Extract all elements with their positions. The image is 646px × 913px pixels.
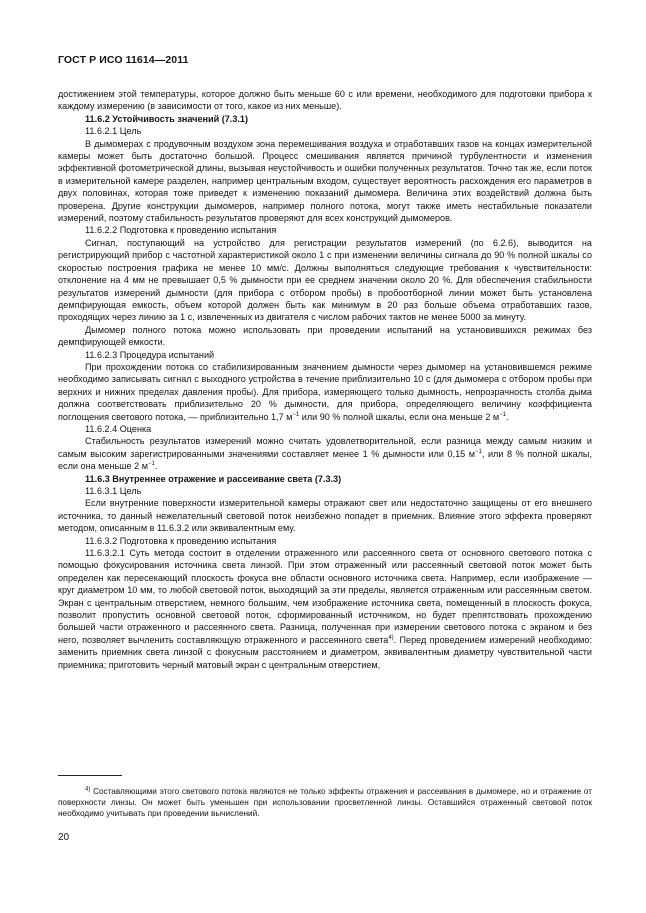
paragraph-continuation: достижением этой температуры, которое должно быть меньше 60 с или времени, необходимого для подготовки прибора к каждому измерению (в зависимости от того, какое из них меньше). (58, 89, 592, 112)
paragraph-11-6-3-2-1 (58, 547, 592, 671)
paragraph-11-6-2-4-text-mid: , или 8 % полной шкалы, если она меньше 2 м (58, 448, 592, 472)
superscript: −1 (292, 411, 300, 418)
subsection-title-11-6-3-2: 11.6.3.2 Подготовка к проведению испытания (85, 535, 277, 546)
paragraph-11-6-2-2-a: Сигнал, поступающий на устройство для регистрации результатов измерений (по 6.2.6), выводится на регистрирующий прибор с частотной характеристикой около 1 с при изменении величины сигнала до 90 % полной шкалы со скоростью построения графика не менее 10 мм/с. Должны выполняться следующие требования к чувствительности: отклонение на 4 мм не превышает 0,5 % дымности при ее среднем значении около 20 %. Для обеспечения стабильности результатов измерений дымности (для прибора с отбором пробы) в пробоотборной линии может быть установлена демпфирующая емкость, объем которой должен быть как минимум в 20 раз больше объема отработавших газов, проходящих через линию за 1 с, извлеченных из двигателя с числом рабочих тактов не менее 5000 за минуту. (58, 237, 592, 323)
paragraph-11-6-2-4 (58, 435, 592, 472)
paragraph-11-6-3-1: Если внутренние поверхности измерительной камеры отражают свет или недостаточно защищены от его внешнего источника, то данный нежелательный световой поток неизбежно попадет в приемник. Влияние этого эффекта проверяют методом, описанным в 11.6.3.2 или эквивалентным ему. (58, 498, 592, 534)
footnote-reference: 4) (388, 634, 394, 641)
paragraph-11-6-2-2-b: Дымомер полного потока можно использовать при проведении испытаний на установившихся режимах без демпфирующей емкости. (58, 324, 592, 348)
paragraph-11-6-2-3-text: При прохождении потока со стабилизированным значением дымности через дымомер на установившемся режиме необходимо записывать сигнал с выходного устройства в течение приблизительно 10 с (для дымомера с отбором пробы при верхних и нижних пределах давления пробы). Для прибора, измеряющего только дымность, непрозрачность столба дыма должна соответствовать приблизительно 20 % дымности, для прибора, определяющего величину коэффициента поглощения светового потока, — приблизительно 1,7 м (58, 361, 592, 422)
superscript: −1 (499, 411, 507, 418)
footnote-marker: 4) (85, 786, 91, 793)
paragraph-11-6-2-1: В дымомерах с продувочным воздухом зона перемешивания воздуха и отработавших газов на концах измерительной камеры может быть достаточно большой. Процесс смешивания является причиной турбулентности и изменения эффективной фотометрической длины, вызывая неустойчивость и ошибки полученных результатов. Точно так же, если поток в измерительной камере разделен, например центральным входом, существует вероятность расхождения его параметров в двух половинах, которая тоже приведет к изменению показаний дымомера. Величина этих воздействий должна быть проверена. Другие конструкции дымомеров, например полного потока, могут также иметь нестабильные показатели измерений, поэтому стабильность результатов проверяют для всех конструкций дымомеров. (58, 138, 592, 224)
document-body (58, 88, 592, 671)
subsection-title-11-6-2-3: 11.6.2.3 Процедура испытаний (85, 349, 215, 360)
footnote-body: Составляющими этого светового потока являются не только эффекты отражения и рассеивания в дымомере, но и отражение от поверхности линзы. Он может быть уменьшен при использовании просветленной линзы. Оставшийся отраженный световой поток необходимо учитывать при проведении вычислений. (58, 787, 592, 819)
subsection-title-11-6-2-4: 11.6.2.4 Оценка (85, 423, 152, 434)
footnote (58, 786, 592, 820)
subsection-title-11-6-2-2: 11.6.2.2 Подготовка к проведению испытания (85, 225, 277, 236)
page-content (58, 54, 592, 671)
footnote-text (58, 786, 592, 820)
section-heading-11-6-3: 11.6.3 Внутреннее отражение и рассеивание света (7.3.3) (85, 473, 342, 484)
paragraph-11-6-2-4-text: Стабильность результатов измерений можно считать удовлетворительной, если разница между самым низким и самым высоким зарегистрированными значениями составляет менее 1 % дымности или 0,15 м (58, 436, 592, 459)
superscript: −1 (475, 448, 482, 455)
paragraph-11-6-2-3-text-end: . (506, 411, 509, 422)
page-number: 20 (58, 832, 70, 843)
subsection-title-11-6-3-1: 11.6.3.1 Цель (85, 486, 142, 496)
footnote-divider (58, 775, 122, 776)
section-heading-11-6-2: 11.6.2 Устойчивость значений (7.3.1) (85, 113, 248, 124)
paragraph-11-6-2-3 (58, 361, 592, 423)
superscript: −1 (147, 461, 155, 468)
paragraph-11-6-3-2-1-text: 11.6.3.2.1 Суть метода состоит в отделении отраженного или рассеянного света от основного светового потока с помощью фокусирования источника света линзой. При этом отраженный или рассеянный световой поток может быть определен как пересекающий плоскость фокуса вне области основного источника света. Например, если изображение — круг диаметром 10 мм, то любой световой поток, выходящий за эти пределы, является отраженным или рассеянным светом. Экран с центральным отверстием, немного большим, чем изображение источника света, помещенный в плоскость фокуса, позволит пропустить основной световой поток, сформированный источником, но будет препятствовать прохождению большей части отраженного и рассеянного света. Разница, полученная при измерении светового потока с экраном и без него, позволяет вычленить составляющую отраженного и рассеянного света (58, 548, 592, 645)
subsection-title-11-6-2-1: 11.6.2.1 Цель (85, 126, 142, 137)
document-header: ГОСТ Р ИСО 11614—2011 (58, 54, 189, 66)
paragraph-11-6-3-2-1-text-end: . Перед проведением измерений необходимо: заменить приемник света линзой с фокусным расстоянием и диаметром, эквивалентным диаметру чувствительной части приемника; приготовить черный матовый экран с центральным отверстием, (58, 634, 592, 670)
paragraph-11-6-2-3-text-mid: или 90 % полной шкалы, если она меньше 2 м (299, 411, 500, 422)
paragraph-11-6-2-4-text-end: . (154, 461, 158, 472)
